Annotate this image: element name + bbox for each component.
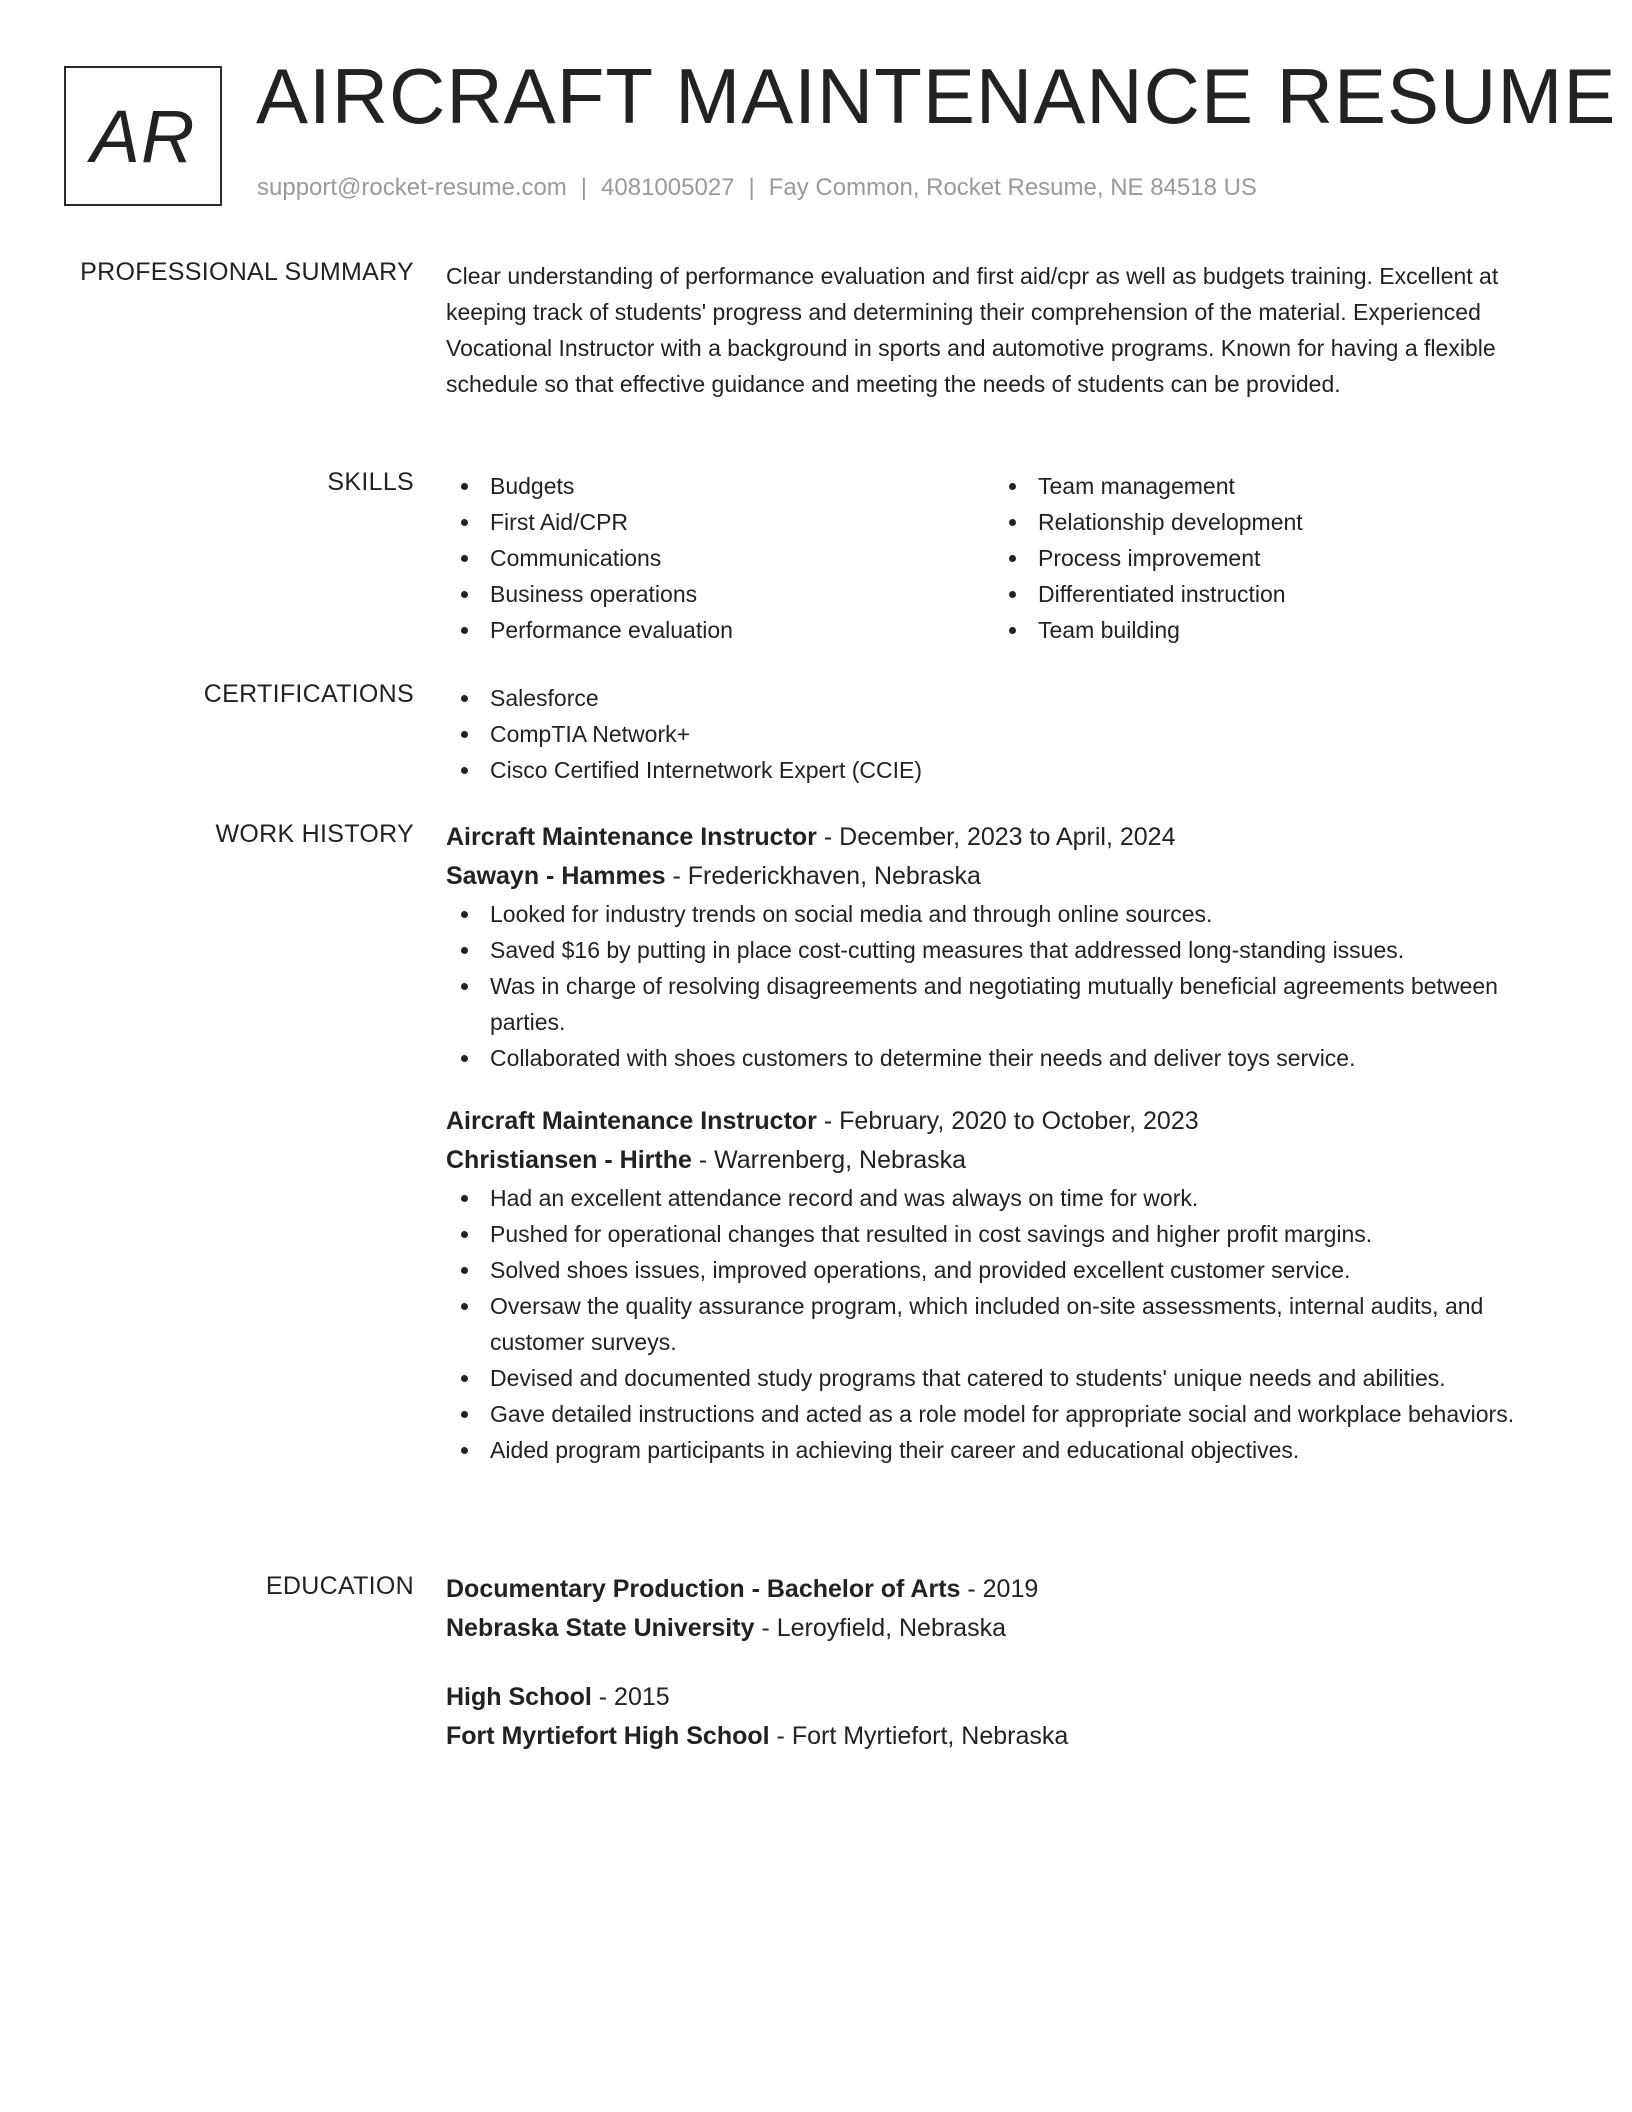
job-bullet: Devised and documented study programs that catered to students' unique needs and abilities.	[446, 1360, 1562, 1396]
education-school-line	[446, 1609, 1562, 1648]
education-entry	[446, 1570, 1562, 1648]
education-degree-line	[446, 1570, 1562, 1609]
job-bullet: Oversaw the quality assurance program, which included on-site assessments, internal audits, and customer surveys.	[446, 1288, 1562, 1360]
job-bullet: Had an excellent attendance record and was always on time for work.	[446, 1180, 1562, 1216]
job-bullet: Looked for industry trends on social media and through online sources.	[446, 896, 1562, 932]
job-company-line	[446, 1141, 1562, 1180]
job-bullet: Was in charge of resolving disagreements and negotiating mutually beneficial agreements between parties.	[446, 968, 1562, 1040]
job-entry	[446, 1102, 1562, 1468]
section-heading: EDUCATION	[265, 1572, 414, 1600]
job-entry	[446, 818, 1562, 1076]
education-degree: Documentary Production - Bachelor of Arts	[446, 1575, 961, 1603]
contact-address: Fay Common, Rocket Resume, NE 84518 US	[768, 174, 1257, 201]
skill-item: Team management	[994, 468, 1542, 504]
certification-item: CompTIA Network+	[446, 716, 1562, 752]
job-location: - Frederickhaven, Nebraska	[665, 862, 981, 890]
skills-body	[446, 468, 1562, 648]
education-school: Nebraska State University	[446, 1614, 755, 1642]
education-entry	[446, 1678, 1562, 1756]
job-bullet: Aided program participants in achieving their career and educational objectives.	[446, 1432, 1562, 1468]
education-degree: High School	[446, 1683, 592, 1711]
monogram-initials: AR	[90, 94, 196, 178]
skill-item: Relationship development	[994, 504, 1542, 540]
job-dates: - February, 2020 to October, 2023	[816, 1107, 1199, 1135]
education-location: - Leroyfield, Nebraska	[754, 1614, 1006, 1642]
job-bullet: Pushed for operational changes that resulted in cost savings and higher profit margins.	[446, 1216, 1562, 1252]
job-bullets	[446, 896, 1562, 1076]
job-title-line	[446, 1102, 1562, 1141]
skills-list-right	[994, 468, 1542, 648]
skills-list-left	[446, 468, 994, 648]
certifications-list	[446, 680, 1562, 788]
certification-item: Salesforce	[446, 680, 1562, 716]
job-company: Sawayn - Hammes	[446, 862, 666, 890]
skill-item: Team building	[994, 612, 1542, 648]
section-heading: WORK HISTORY	[215, 820, 414, 848]
certifications-body	[446, 680, 1562, 788]
job-company-line	[446, 857, 1562, 896]
job-company: Christiansen - Hirthe	[446, 1146, 692, 1174]
skill-item: Communications	[446, 540, 994, 576]
education-school-line	[446, 1717, 1562, 1756]
job-location: - Warrenberg, Nebraska	[691, 1146, 967, 1174]
certification-item: Cisco Certified Internetwork Expert (CCIE)	[446, 752, 1562, 788]
education-body	[446, 1570, 1562, 1782]
skill-item: Differentiated instruction	[994, 576, 1542, 612]
section-heading: PROFESSIONAL SUMMARY	[80, 258, 414, 286]
contact-separator: |	[748, 174, 755, 201]
job-bullets	[446, 1180, 1562, 1468]
education-year: - 2019	[960, 1575, 1039, 1603]
skill-item: Business operations	[446, 576, 994, 612]
skill-item: Performance evaluation	[446, 612, 994, 648]
job-title: Aircraft Maintenance Instructor	[446, 823, 817, 851]
job-bullet: Saved $16 by putting in place cost-cutting measures that addressed long-standing issues.	[446, 932, 1562, 968]
job-bullet: Gave detailed instructions and acted as a role model for appropriate social and workplace behaviors.	[446, 1396, 1562, 1432]
contact-phone: 4081005027	[601, 174, 735, 201]
monogram-box	[64, 66, 222, 206]
summary-text: Clear understanding of performance evaluation and first aid/cpr as well as budgets training. Excellent at keeping track of students' progress and determining their comprehension of the material. Experienced Vocational Instructor with a background in sports and automotive programs. Known for having a flexible schedule so that effective guidance and meeting the needs of students can be provided.	[446, 263, 1499, 397]
contact-email: support@rocket-resume.com	[257, 174, 567, 201]
skill-item: Budgets	[446, 468, 994, 504]
summary-body	[446, 258, 1562, 402]
job-title-line	[446, 818, 1562, 857]
education-school: Fort Myrtiefort High School	[446, 1722, 770, 1750]
skill-item: First Aid/CPR	[446, 504, 994, 540]
education-year: - 2015	[591, 1683, 670, 1711]
section-heading: CERTIFICATIONS	[203, 680, 414, 708]
work-history-body	[446, 818, 1562, 1494]
education-degree-line	[446, 1678, 1562, 1717]
education-location: - Fort Myrtiefort, Nebraska	[769, 1722, 1069, 1750]
job-dates: - December, 2023 to April, 2024	[816, 823, 1176, 851]
resume-title: AIRCRAFT MAINTENANCE RESUME	[256, 52, 1617, 140]
contact-separator: |	[580, 174, 588, 201]
skill-item: Process improvement	[994, 540, 1542, 576]
section-heading: SKILLS	[327, 468, 414, 496]
contact-line	[257, 174, 1257, 202]
job-bullet: Solved shoes issues, improved operations, and provided excellent customer service.	[446, 1252, 1562, 1288]
job-bullet: Collaborated with shoes customers to determine their needs and deliver toys service.	[446, 1040, 1562, 1076]
job-title: Aircraft Maintenance Instructor	[446, 1107, 817, 1135]
